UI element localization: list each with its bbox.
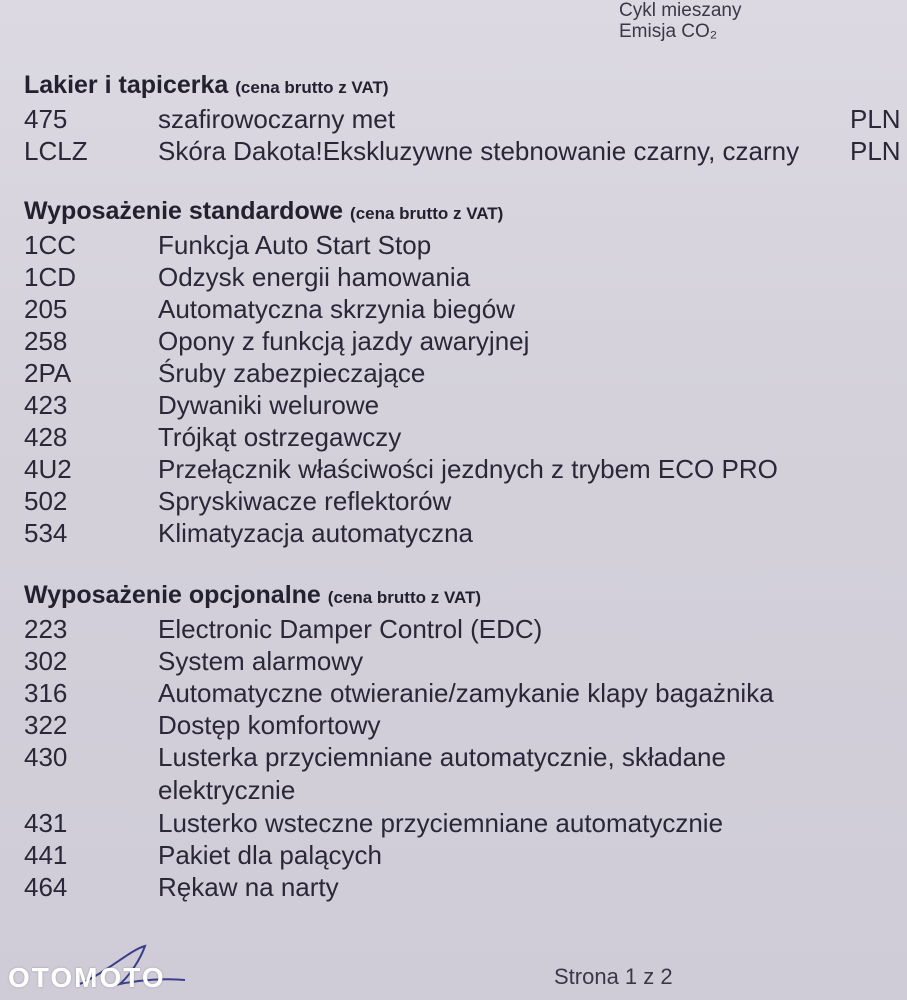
item-description: Odzysk energii hamowania (158, 262, 471, 292)
section-title-note: (cena brutto z VAT) (235, 78, 389, 97)
item-code: 464 (24, 872, 68, 902)
item-code: 430 (24, 742, 68, 772)
section-title-text: Lakier i tapicerka (24, 71, 229, 99)
item-code: 502 (24, 486, 68, 516)
item-code: LCLZ (24, 136, 88, 166)
item-description: Funkcja Auto Start Stop (158, 230, 432, 260)
item-description: Trójkąt ostrzegawczy (158, 422, 402, 452)
list-item (24, 135, 901, 167)
section-title-note: (cena brutto z VAT) (350, 204, 504, 223)
list-item (24, 229, 503, 261)
list-item (24, 613, 543, 645)
item-currency: PLN (850, 104, 901, 134)
list-item (24, 807, 724, 839)
item-code: 322 (24, 710, 68, 740)
item-description: Automatyczne otwieranie/zamykanie klapy bagażnika (158, 678, 774, 708)
list-item (24, 261, 503, 293)
watermark-logo: OTOMOTO (8, 962, 166, 993)
list-item (24, 645, 481, 677)
item-description: Skóra Dakota!Ekskluzywne stebnowanie czarny, czarny (158, 136, 800, 166)
section-title (24, 196, 503, 229)
list-item (24, 839, 481, 871)
list-item (24, 517, 503, 549)
section-title (24, 70, 389, 103)
section-title-note: (cena brutto z VAT) (327, 588, 482, 607)
item-description: Automatyczna skrzynia biegów (158, 294, 515, 324)
list-item (24, 293, 515, 325)
item-code: 223 (24, 614, 68, 644)
list-item (24, 677, 774, 709)
item-description: System alarmowy (158, 646, 364, 676)
item-description: szafirowoczarny met (158, 104, 395, 134)
item-description: Opony z funkcją jazdy awaryjnej (158, 326, 530, 356)
section-title-text: Wyposażenie standardowe (24, 197, 344, 225)
item-description: Rękaw na narty (158, 872, 339, 902)
header-line-co2: Emisja CO₂ (619, 21, 718, 42)
item-description: Dostęp komfortowy (158, 710, 381, 740)
list-item (24, 357, 503, 389)
item-code: 428 (24, 422, 68, 452)
section-standard-equipment (24, 196, 778, 549)
item-description: Klimatyzacja automatyczna (158, 518, 474, 548)
item-code: 431 (24, 808, 68, 838)
item-code: 441 (24, 840, 68, 870)
list-item (24, 709, 481, 741)
emission-header (619, 0, 741, 42)
item-description: Electronic Damper Control (EDC) (158, 614, 543, 644)
list-item (24, 741, 726, 807)
list-item (24, 421, 503, 453)
list-item (24, 389, 503, 421)
section-optional-equipment (24, 580, 774, 903)
item-description: Lusterka przyciemniane automatycznie, składane elektrycznie (158, 742, 726, 805)
page-number: Strona 1 z 2 (554, 964, 673, 989)
header-line-cycle: Cykl mieszany (619, 0, 742, 21)
list-item (24, 485, 503, 517)
item-code: 423 (24, 390, 68, 420)
item-code: 302 (24, 646, 68, 676)
item-code: 258 (24, 326, 68, 356)
section-title (24, 580, 481, 613)
item-code: 1CC (24, 230, 77, 260)
item-code: 4U2 (24, 454, 72, 484)
item-description: Lusterko wsteczne przyciemniane automatycznie (158, 808, 724, 838)
list-item (24, 871, 481, 903)
item-currency: PLN (850, 136, 901, 166)
list-item (24, 453, 778, 485)
item-code: 2PA (24, 358, 72, 388)
item-code: 205 (24, 294, 68, 324)
item-description: Spryskiwacze reflektorów (158, 486, 452, 516)
section-title-text: Wyposażenie opcjonalne (24, 581, 321, 609)
item-description: Dywaniki welurowe (158, 390, 380, 420)
item-code: 1CD (24, 262, 77, 292)
list-item (24, 103, 901, 135)
list-item (24, 325, 530, 357)
item-description: Przełącznik właściwości jezdnych z trybem ECO PRO (158, 454, 778, 484)
item-description: Pakiet dla palących (158, 840, 383, 870)
item-code: 316 (24, 678, 68, 708)
section-paint-upholstery (24, 70, 901, 167)
item-code: 534 (24, 518, 68, 548)
item-code: 475 (24, 104, 68, 134)
item-description: Śruby zabezpieczające (158, 358, 426, 388)
